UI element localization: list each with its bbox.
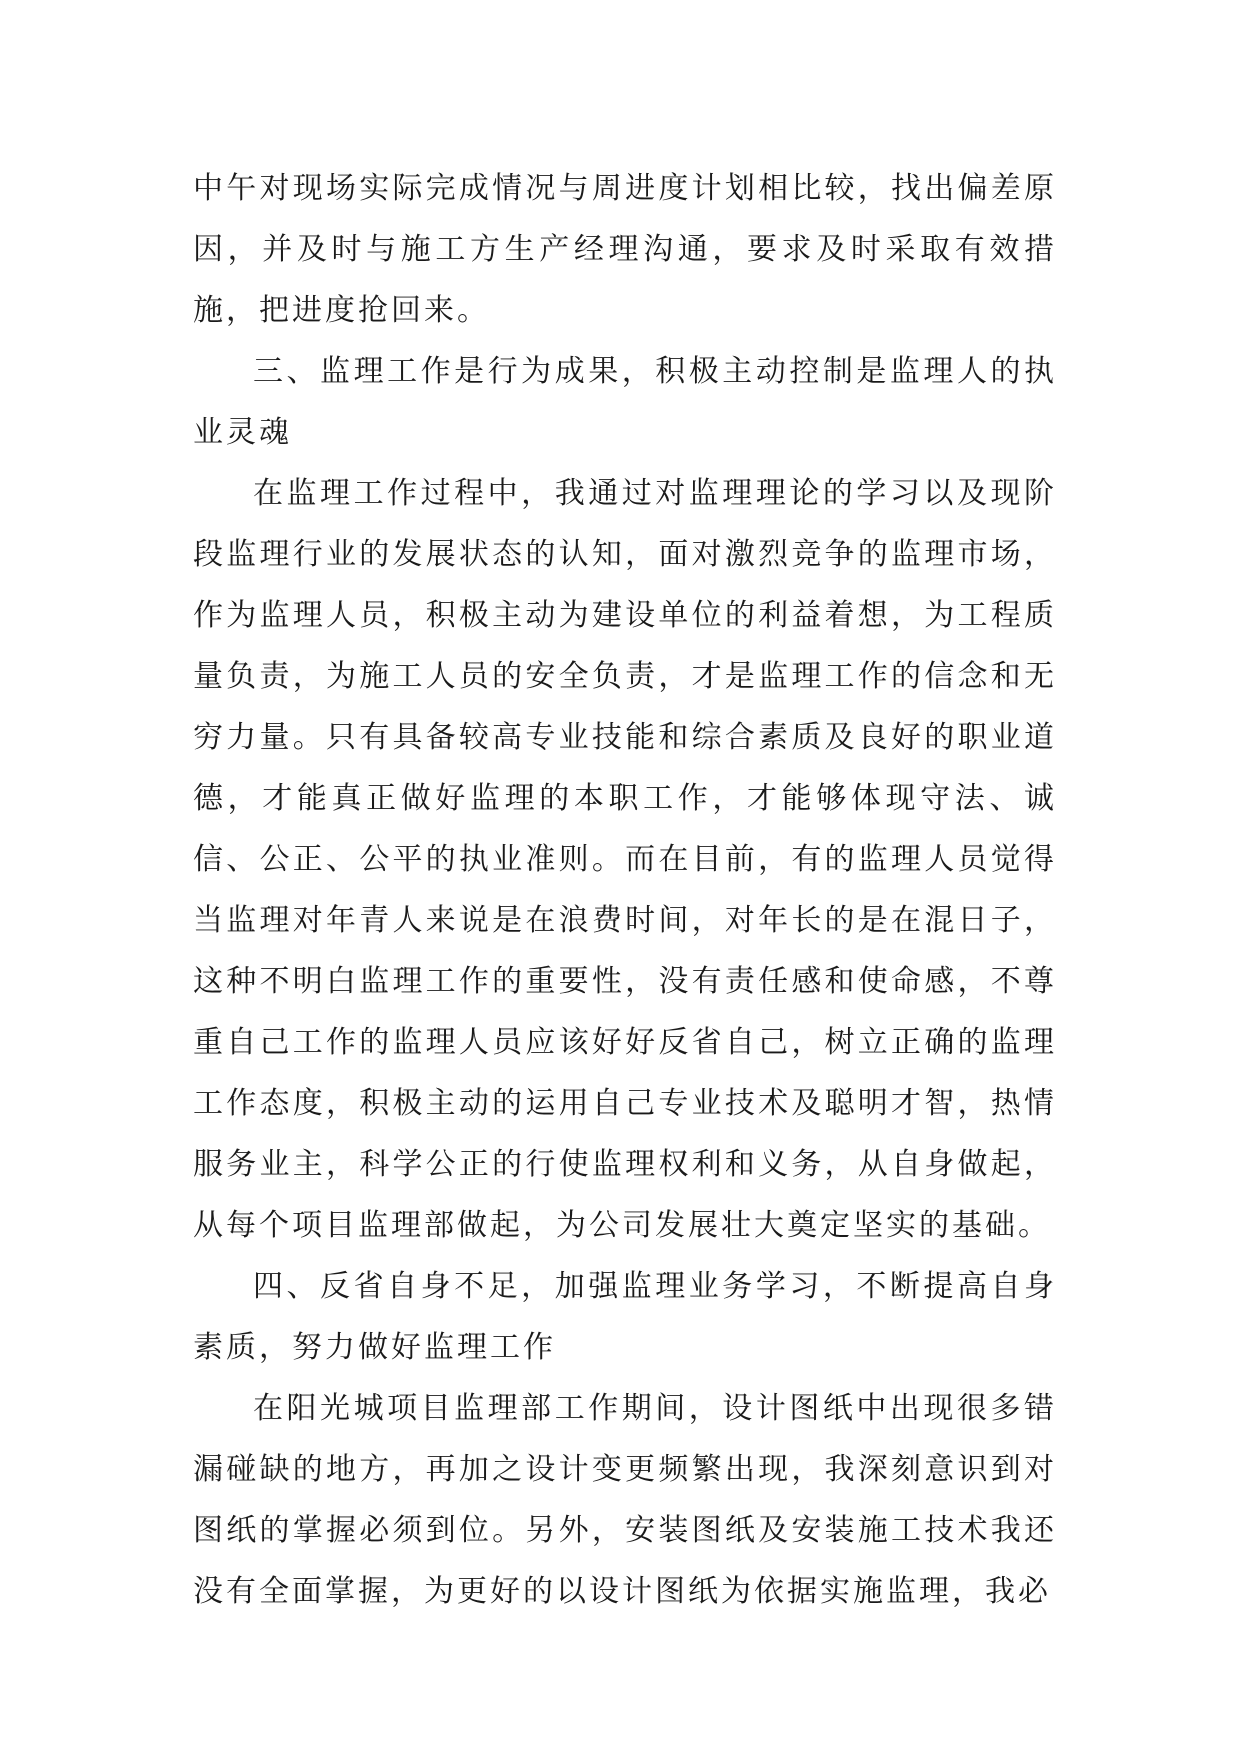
section-heading-4: 四、反省自身不足，加强监理业务学习，不断提高自身素质，努力做好监理工作 bbox=[193, 1269, 1057, 1365]
section-heading-3: 三、监理工作是行为成果，积极主动控制是监理人的执业灵魂 bbox=[193, 354, 1057, 450]
document-body bbox=[193, 158, 1057, 1622]
paragraph-progress-control: 中午对现场实际完成情况与周进度计划相比较，找出偏差原因，并及时与施工方生产经理沟通，要求及时采取有效措施，把进度抢回来。 bbox=[193, 171, 1057, 328]
paragraph-supervision-attitude: 在监理工作过程中，我通过对监理理论的学习以及现阶段监理行业的发展状态的认知，面对激烈竞争的监理市场，作为监理人员，积极主动为建设单位的利益着想，为工程质量负责，为施工人员的安全负责，才是监理工作的信念和无穷力量。只有具备较高专业技能和综合素质及良好的职业道德，才能真正做好监理的本职工作，才能够体现守法、诚信、公正、公平的执业准则。而在目前，有的监理人员觉得当监理对年青人来说是在浪费时间，对年长的是在混日子，这种不明白监理工作的重要性，没有责任感和使命感，不尊重自己工作的监理人员应该好好反省自己，树立正确的监理工作态度，积极主动的运用自己专业技术及聪明才智，热情服务业主，科学公正的行使监理权利和义务，从自身做起，从每个项目监理部做起，为公司发展壮大奠定坚实的基础。 bbox=[193, 476, 1057, 1243]
paragraph-drawing-study: 在阳光城项目监理部工作期间，设计图纸中出现很多错漏碰缺的地方，再加之设计变更频繁出现，我深刻意识到对图纸的掌握必须到位。另外，安装图纸及安装施工技术我还没有全面掌握，为更好的以设计图纸为依据实施监理，我必 bbox=[193, 1391, 1057, 1609]
